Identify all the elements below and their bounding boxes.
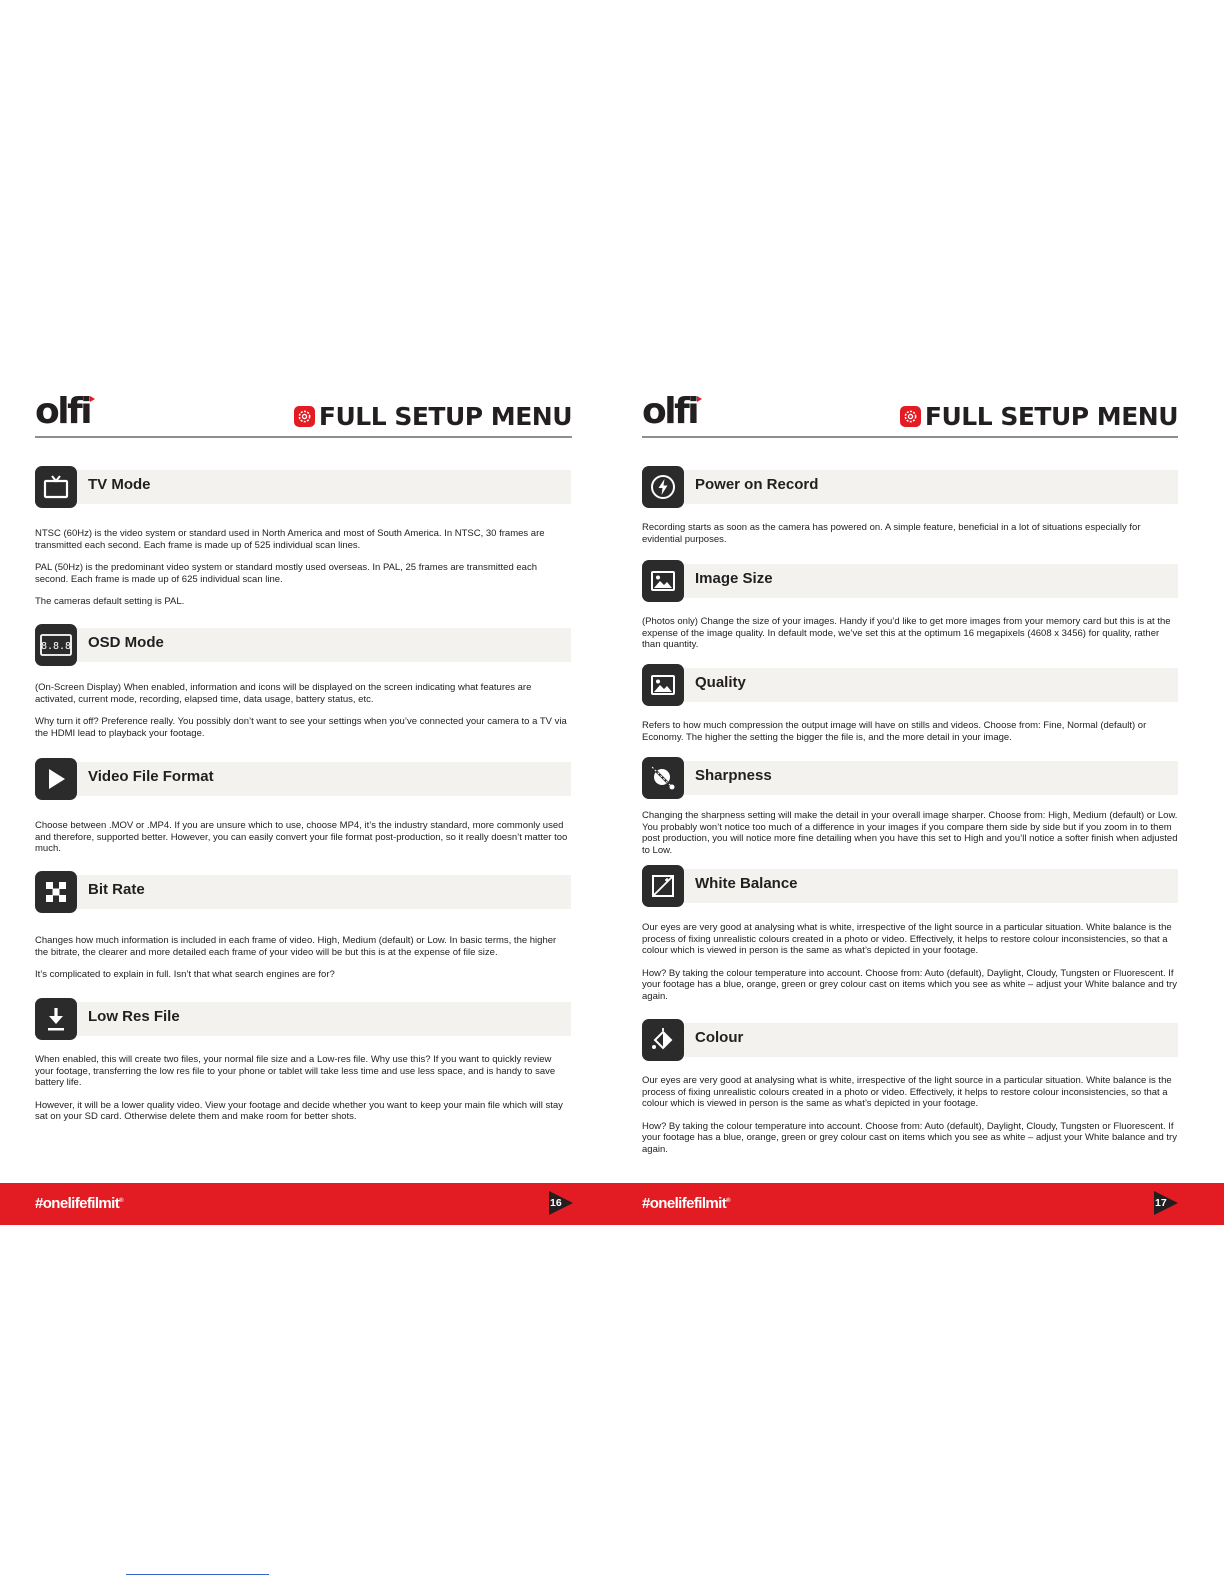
section-title: Colour [695, 1029, 744, 1046]
footer-bar [612, 1183, 1224, 1225]
olfi-logo: olfi [642, 394, 697, 430]
page-header-title: FULL SETUP MENU [294, 404, 572, 429]
section-title: Image Size [695, 570, 773, 587]
play-icon [35, 758, 77, 800]
section-bit-rate [35, 871, 571, 981]
power-bolt-icon [642, 466, 684, 508]
section-body: Our eyes are very good at analysing what is white, irrespective of the light source in a particular situation. White balance is the process of fixing unrealistic colours created in a photo or video. Effectively, it helps to restore colour inconsistencies, so that a colour which is viewed in person is the same as what’s depicted in your footage. How? By taking the colour temperature into account. Choose from: Auto (default), Daylight, Cloudy, Tungsten or Fluorescent. If your footage has a blue, orange, green or grey colour cast on items which you see as white – adjust your White balance and try again. [642, 1075, 1177, 1155]
section-body: Our eyes are very good at analysing what is white, irrespective of the light source in a particular situation. White balance is the process of fixing unrealistic colours created in a photo or video. Effectively, it helps to restore colour inconsistencies, so that a colour which is viewed in person is the same as what’s depicted in your footage. How? By taking the colour temperature into account. Choose from: Auto (default), Daylight, Cloudy, Tungsten or Fluorescent. If your footage has a blue, orange, green or grey colour cast on items which you see as white – adjust your White balance and try again. [642, 922, 1177, 1002]
image-icon [642, 560, 684, 602]
footer-hashtag: #onelifefilmit® [35, 1195, 123, 1212]
section-title: Power on Record [695, 476, 819, 493]
footer-bar [0, 1183, 612, 1225]
section-title: OSD Mode [88, 634, 164, 651]
header-divider [35, 436, 572, 438]
section-video-file-format [35, 758, 571, 855]
page-number-badge: 17 [1154, 1191, 1178, 1216]
section-body: Refers to how much compression the output image will have on stills and videos. Choose from: Fine, Normal (default) or Economy. The higher the setting the bigger the file is, and the more detail in your image. [642, 720, 1147, 743]
section-body: (On-Screen Display) When enabled, information and icons will be displayed on the screen indicating what features are activated, current mode, recording, elapsed time, data usage, battery status, etc. Why turn it off? Preference really. You possibly don’t want to see your settings when you’ve connected your camera to a TV via the HDMI lead to playback your footage. [35, 682, 567, 739]
footer-hashtag: #onelifefilmit® [642, 1195, 730, 1212]
tv-icon [35, 466, 77, 508]
checker-icon [35, 871, 77, 913]
section-low-res-file [35, 998, 571, 1123]
section-osd-mode [35, 624, 571, 739]
page-number-badge: 16 [549, 1191, 573, 1216]
section-title: Bit Rate [88, 881, 145, 898]
link-underline [126, 1574, 269, 1575]
section-body: Choose between .MOV or .MP4. If you are unsure which to use, choose MP4, it’s the industry standard, more commonly used and therefore, supported better. However, you can easily convert your file format post-production, so it really doesn’t matter too much. [35, 820, 568, 855]
section-title: Quality [695, 674, 746, 691]
section-title: Video File Format [88, 768, 214, 785]
osd-display-icon [35, 624, 77, 666]
section-title: White Balance [695, 875, 798, 892]
settings-gear-icon [900, 406, 921, 427]
section-body: NTSC (60Hz) is the video system or standard used in North America and most of South America. In NTSC, 30 frames are transmitted each second. Each frame is made up of 525 individual scan lines. PAL (50Hz) is the predominant video system or standard mostly used overseas. In PAL, 25 frames are transmitted each second. Each frame is made up of 625 individual scan line. The cameras default setting is PAL. [35, 528, 545, 608]
image-icon [642, 664, 684, 706]
section-white-balance [642, 865, 1178, 1003]
section-title: Low Res File [88, 1008, 180, 1025]
section-title: Sharpness [695, 767, 772, 784]
olfi-logo: olfi [35, 394, 90, 430]
colour-icon [642, 1019, 684, 1061]
section-power-on-record [642, 466, 1178, 545]
section-colour [642, 1019, 1178, 1156]
white-balance-icon [642, 865, 684, 907]
svg-text:8.8.8: 8.8.8 [40, 641, 72, 652]
section-body: When enabled, this will create two files, your normal file size and a Low-res file. Why use this? If you want to quickly review your footage, transferring the low res file to your phone or tablet will take less time and use less space, and is handy to save battery life. However, it will be a lower quality video. View your footage and decide whether you want to keep your main file which will stay sat on your SD card. Otherwise delete them and make room for better shots. [35, 1054, 563, 1123]
header-divider [642, 436, 1178, 438]
section-quality [642, 664, 1178, 743]
page-header-title: FULL SETUP MENU [900, 404, 1178, 429]
section-body: Changes how much information is included in each frame of video. High, Medium (default) or Low. In basic terms, the higher the bitrate, the clearer and more detailed each frame of your video will be but this is at the expense of file size. It’s complicated to explain in full. Isn’t that what search engines are for? [35, 935, 557, 981]
sharpness-icon [642, 757, 684, 799]
section-image-size [642, 560, 1178, 651]
section-title: TV Mode [88, 476, 151, 493]
download-icon [35, 998, 77, 1040]
section-sharpness [642, 757, 1178, 856]
section-body: (Photos only) Change the size of your images. Handy if you’d like to get more images from your memory card but this is at the expense of the image quality. In default mode, we’ve set this at the optimum 16 megapixels (4608 x 3456) for quality, rather than quantity. [642, 616, 1171, 651]
section-body: Changing the sharpness setting will make the detail in your overall image sharper. Choose from: High, Medium (default) or Low. You probably won’t notice too much of a difference in your images if you compare them side by side but if you zoom in to them post production, you will notice more fine detailing when you have this set to High and you’ll notice a softer finish when adjusted to Low. [642, 810, 1178, 856]
right-page [612, 0, 1224, 1584]
section-body: Recording starts as soon as the camera has powered on. A simple feature, beneficial in a lot of situations especially for evidential purposes. [642, 522, 1141, 545]
section-tv-mode [35, 466, 571, 608]
settings-gear-icon [294, 406, 315, 427]
